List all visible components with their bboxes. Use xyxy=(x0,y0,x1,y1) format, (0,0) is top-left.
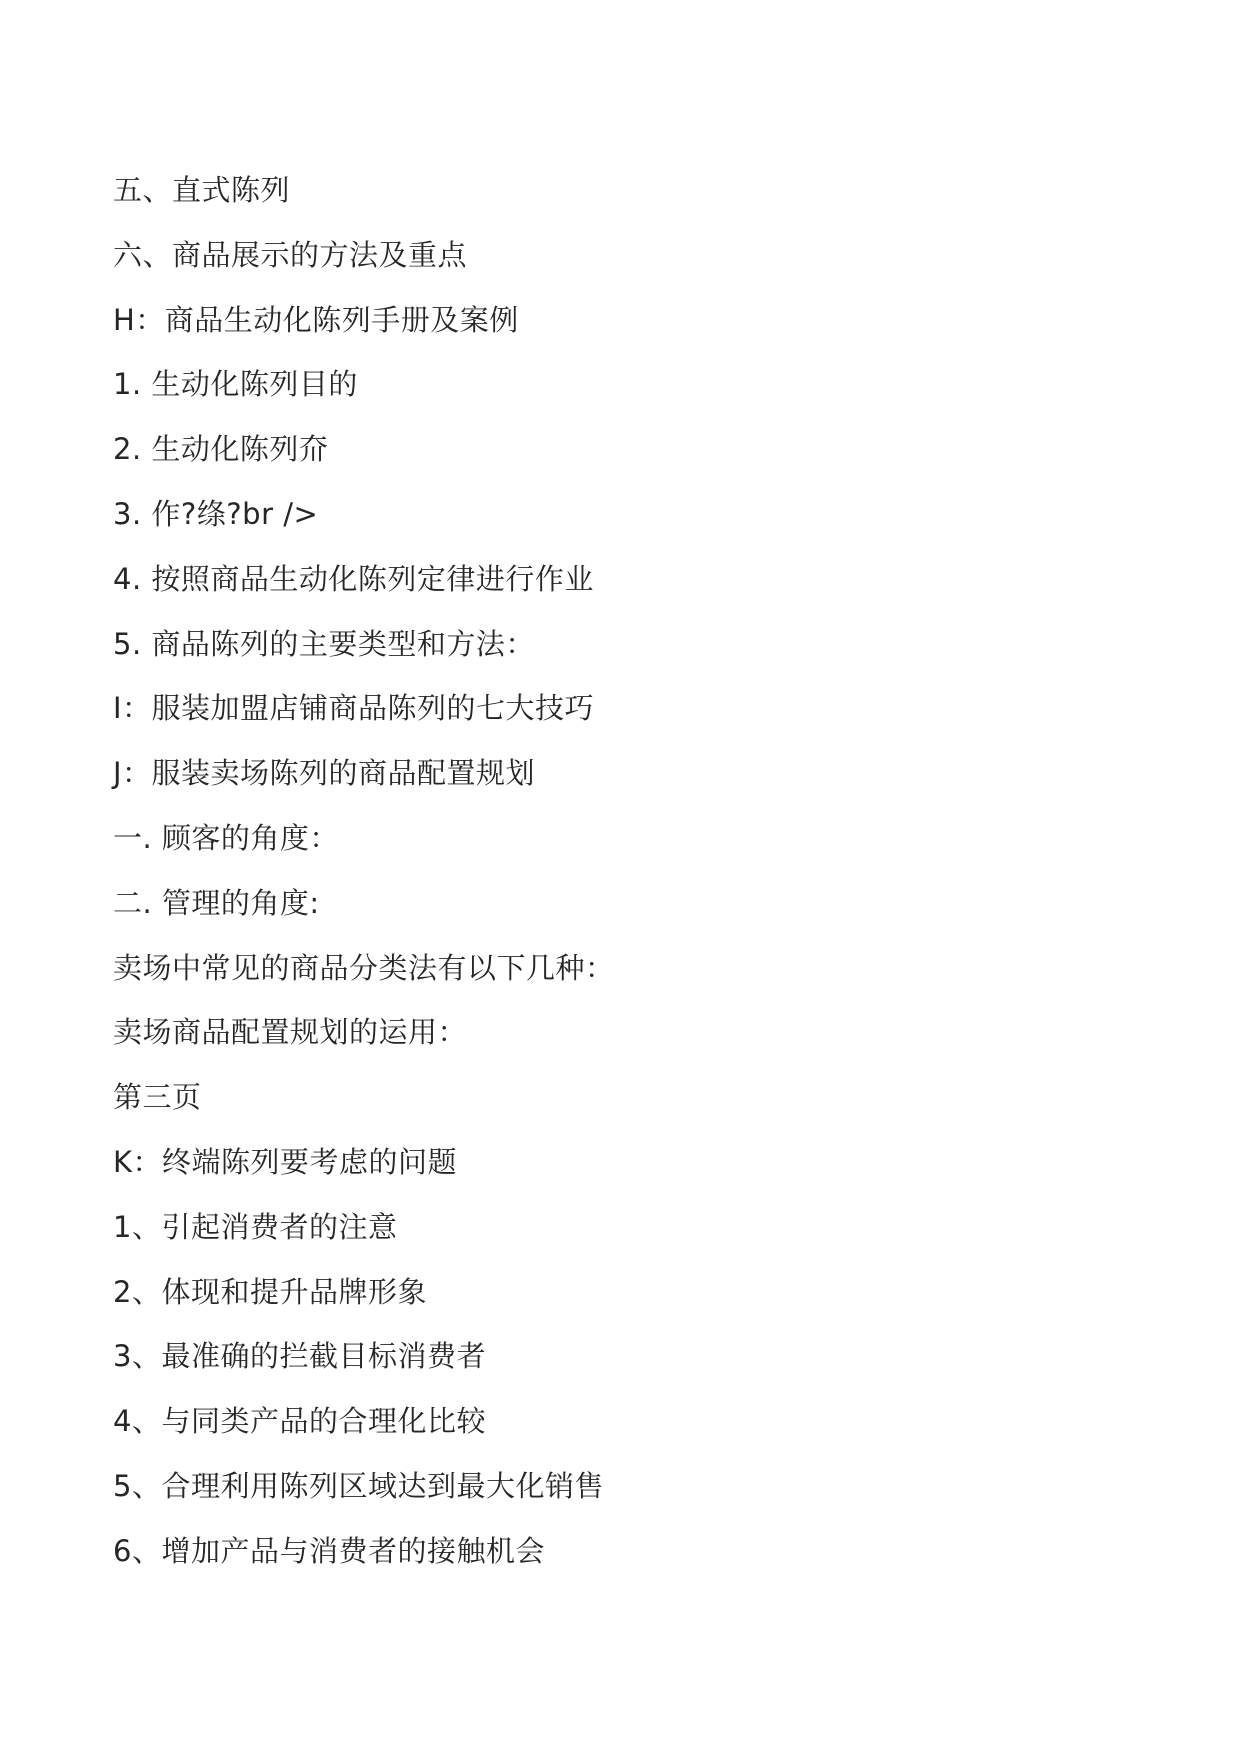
text-line: 3. 作?绦?br /> xyxy=(113,496,319,531)
text-line: J：服装卖场陈列的商品配置规划 xyxy=(113,756,536,791)
text-line: 卖场中常见的商品分类法有以下几种： xyxy=(113,950,615,985)
text-line: 五、直式陈列 xyxy=(113,173,291,207)
text-line: 第三页 xyxy=(113,1080,202,1115)
text-line: 2. 生动化陈列夼 xyxy=(113,432,329,467)
text-line: 5、合理利用陈列区域达到最大化销售 xyxy=(113,1468,604,1503)
text-line: 二. 管理的角度: xyxy=(113,885,320,920)
text-line: 六、商品展示的方法及重点 xyxy=(113,237,468,272)
text-line: 卖场商品配置规划的运用： xyxy=(113,1015,468,1050)
text-line: 4. 按照商品生动化陈列定律进行作业 xyxy=(113,561,594,596)
text-line: 1. 生动化陈列目的 xyxy=(113,367,358,402)
text-line: 3、最准确的拦截目标消费者 xyxy=(113,1339,486,1374)
text-line: 6、增加产品与消费者的接触机会 xyxy=(113,1533,545,1568)
text-body xyxy=(113,158,1113,1584)
text-line: 5. 商品陈列的主要类型和方法： xyxy=(113,626,535,661)
text-line: 2、体现和提升品牌形象 xyxy=(113,1274,427,1309)
text-line: 4、与同类产品的合理化比较 xyxy=(113,1404,486,1439)
text-line: H：商品生动化陈列手册及案例 xyxy=(113,302,519,337)
text-line: 1、引起消费者的注意 xyxy=(113,1209,398,1244)
text-line: I：服装加盟店铺商品陈列的七大技巧 xyxy=(113,691,595,726)
text-line: 一. 顾客的角度： xyxy=(113,820,339,855)
text-line: K：终端陈列要考虑的问题 xyxy=(113,1144,458,1179)
